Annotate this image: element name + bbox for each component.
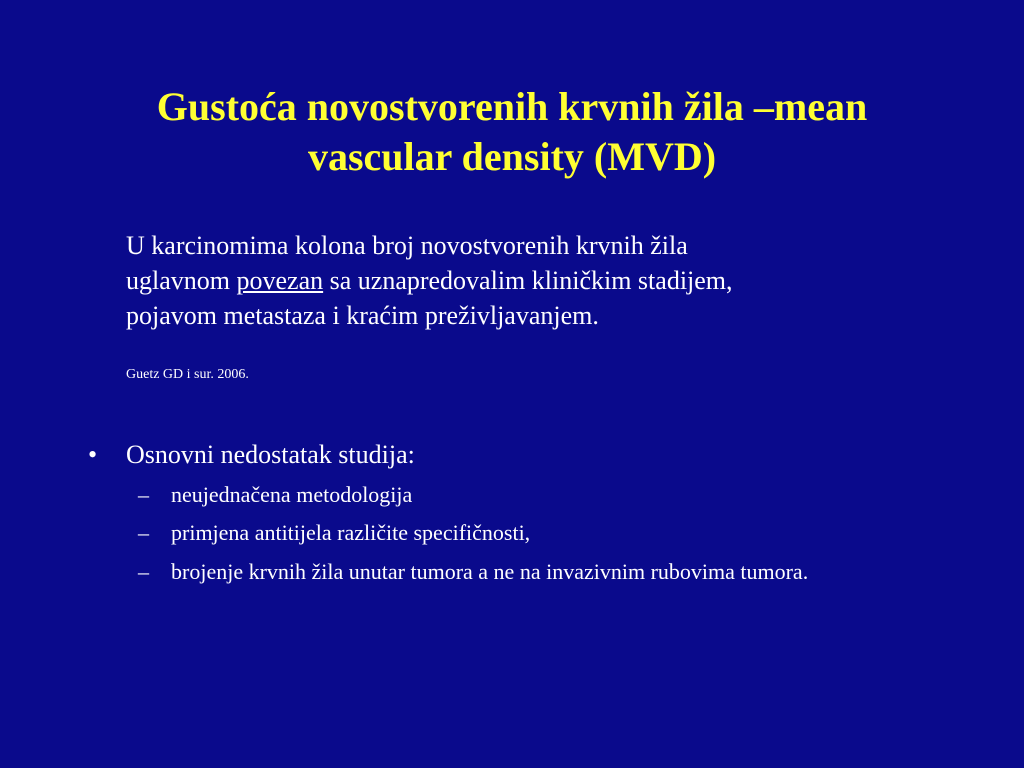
- paragraph-line-3: pojavom metastaza i kraćim preživljavanjem.: [126, 301, 599, 330]
- intro-paragraph: [126, 228, 986, 333]
- sub-item-text: primjena antitijela različite specifičnosti,: [171, 520, 531, 545]
- sub-item-marker: –: [138, 559, 149, 584]
- paragraph-line-1: U karcinomima kolona broj novostvorenih krvnih žila: [126, 231, 688, 260]
- bullet-item: [88, 438, 415, 472]
- bullet-marker: •: [88, 440, 98, 469]
- sub-item: [138, 481, 412, 509]
- sub-item-marker: –: [138, 482, 149, 507]
- sub-item-text: brojenje krvnih žila unutar tumora a ne na invazivnim rubovima tumora.: [171, 559, 809, 584]
- underlined-word: povezan: [236, 266, 324, 295]
- citation: Guetz GD i sur. 2006.: [126, 367, 249, 382]
- paragraph-line-2-end: sa uznapredovalim kliničkim stadijem,: [323, 266, 733, 295]
- paragraph-line-2-start: uglavnom: [126, 266, 237, 295]
- title-line-2: vascular density (MVD): [307, 134, 717, 179]
- title-line-1: Gustoća novostvorenih krvnih žila –mean: [156, 84, 868, 129]
- bullet-text: Osnovni nedostatak studija:: [126, 440, 415, 469]
- slide-title: [60, 82, 964, 182]
- sub-item: [138, 558, 808, 586]
- sub-item-marker: –: [138, 520, 149, 545]
- sub-item-text: neujednačena metodologija: [171, 482, 413, 507]
- paragraph-line-2: [126, 263, 986, 298]
- sub-item: [138, 519, 530, 547]
